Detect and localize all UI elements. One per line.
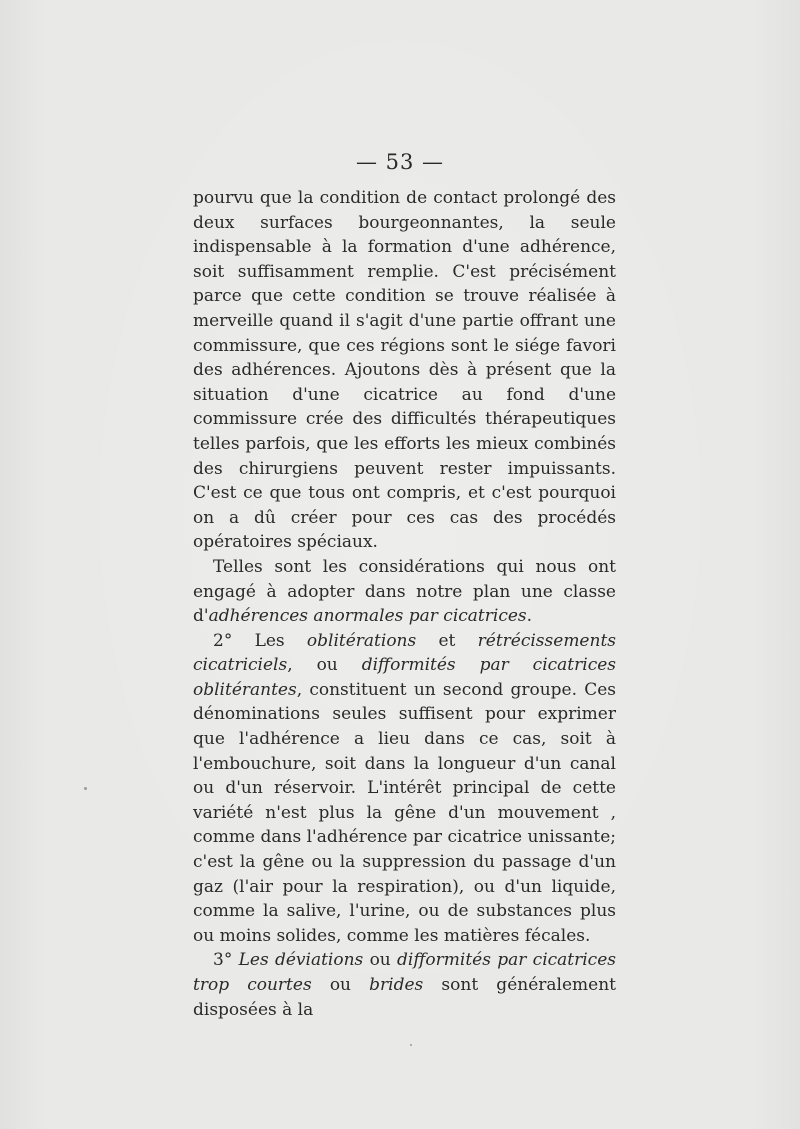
text-run: . — [526, 606, 533, 627]
body-text — [193, 186, 616, 1022]
paragraph — [193, 948, 616, 1022]
italic-text: difformités par cicatrices oblitérantes — [193, 655, 616, 700]
italic-text: adhérences anormales par cicatrices — [208, 606, 527, 627]
text-run: sont généralement disposées à la — [193, 975, 616, 1020]
text-run: 3° — [213, 950, 239, 971]
text-run: ou — [363, 950, 398, 971]
paragraph — [193, 629, 616, 949]
text-run: 2° Les — [213, 630, 307, 651]
paragraph — [193, 186, 616, 555]
page-number: — 53 — — [355, 150, 445, 174]
text-run: pourvu que la condition de contact prolongé des deux surfaces bourgeonnantes, la seule indispensable à la formation d'une adhérence, soit suffisamment remplie. C'est précisément parce que cette condition se trouve réalisée à merveille quand il s'agit d'une partie offrant une commissure, que ces régions sont le siége favori des adhérences. Ajoutons dès à présent que la situation d'une cicatrice au fond d'une commissure crée des difficultés thérapeutiques telles parfois, que les efforts les mieux combinés des chirurgiens peuvent rester impuissants. C'est ce que tous ont compris, et c'est pourquoi on a dû créer pour ces cas des procédés opératoires spéciaux. — [193, 188, 616, 553]
text-run: et — [416, 630, 478, 651]
paper-speck — [410, 1044, 412, 1046]
italic-text: rétrécissements cicatriciels — [193, 630, 616, 676]
text-run: Telles sont les considérations qui nous ont engagé à adopter dans notre plan une classe d' — [193, 556, 616, 627]
text-run: , constituent un second groupe. Ces dénominations seules suffisent pour exprimer que l'adhérence a lieu dans ce cas, soit à l'embouchure, soit dans la longueur d'un canal ou d'un réservoir. L'intérêt principal de cette variété n'est plus la gêne d'un mouvement , comme dans l'adhérence par cicatrice unissante; c'est la gêne ou la suppression du passage d'un gaz (l'air pour la respiration), ou d'un liquide, comme la salive, l'urine, ou de substances plus ou moins solides, comme les matières fécales. — [193, 679, 616, 946]
paper-speck — [84, 787, 87, 790]
italic-text: difformités par cicatrices trop courtes — [193, 950, 616, 995]
italic-text: Les déviations — [238, 950, 364, 971]
italic-text: oblitérations — [306, 630, 417, 651]
text-run: ou — [311, 975, 370, 995]
italic-text: brides — [369, 975, 424, 995]
text-run: , ou — [287, 655, 362, 676]
paragraph — [193, 555, 616, 629]
